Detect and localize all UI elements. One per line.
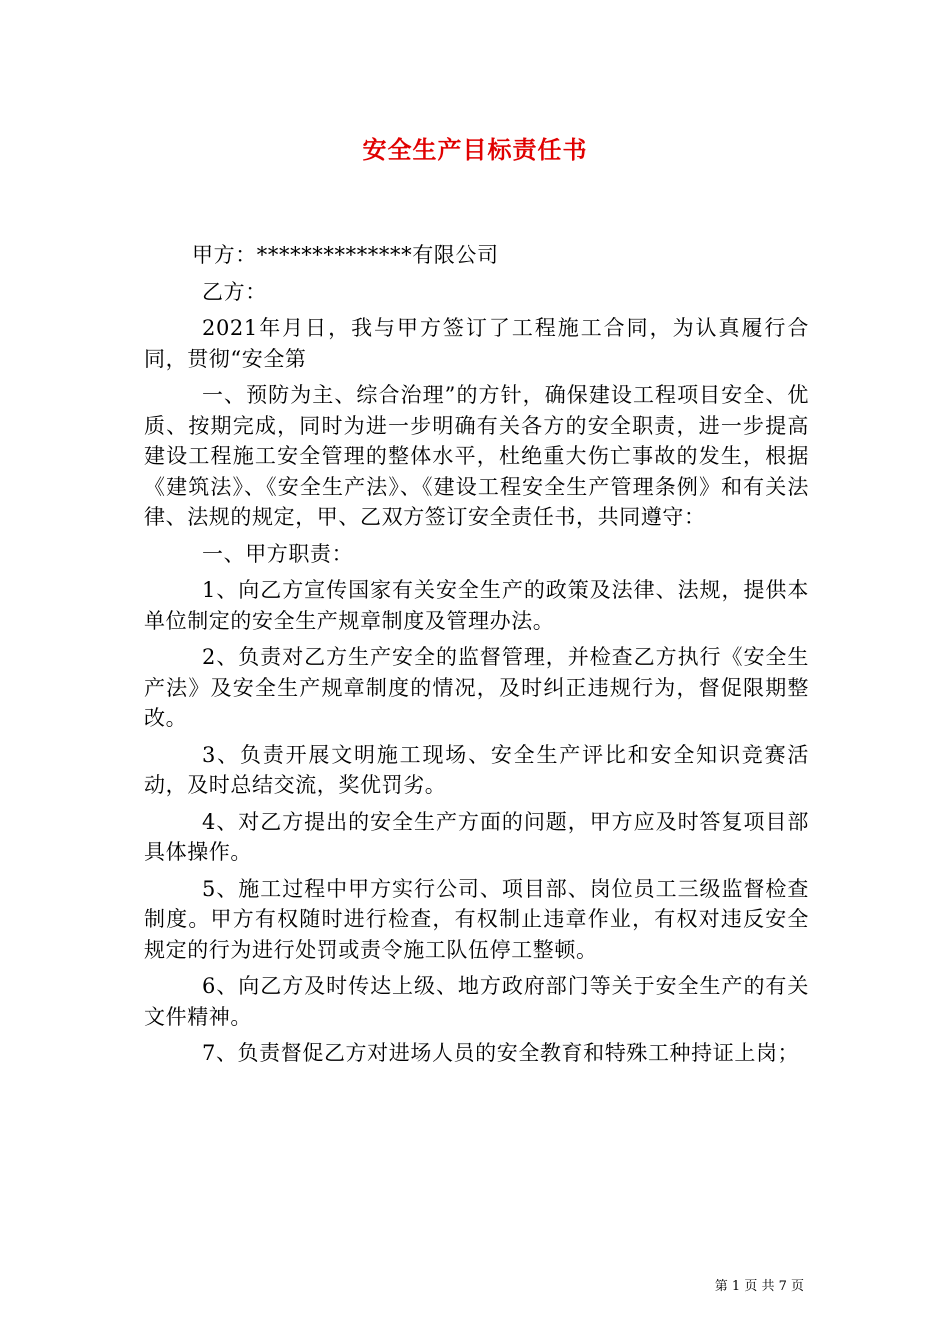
- party-a-line: 甲方：**************有限公司: [192, 243, 499, 267]
- duty-item-7: 7、负责督促乙方对进场人员的安全教育和特殊工种持证上岗；: [202, 1041, 800, 1065]
- party-b-line: 乙方：: [202, 279, 267, 304]
- duty-item-4: 4、对乙方提出的安全生产方面的问题，甲方应及时答复项目部具体操作。: [144, 809, 809, 864]
- page-number: 第 1 页 共 7 页: [714, 1279, 804, 1294]
- document-title: 安全生产目标责任书: [362, 135, 588, 164]
- intro-paragraph: 2021年月日，我与甲方签订了工程施工合同，为认真履行合同，贯彻“安全第: [144, 316, 809, 371]
- duty-item-2: 2、负责对乙方生产安全的监督管理，并检查乙方执行《安全生产法》及安全生产规章制度的情况，及时纠正违规行为，督促限期整改。: [144, 645, 809, 730]
- duty-item-3: 3、负责开展文明施工现场、安全生产评比和安全知识竞赛活动，及时总结交流，奖优罚劣。: [144, 742, 809, 797]
- duty-item-5: 5、施工过程中甲方实行公司、项目部、岗位员工三级监督检查制度。甲方有权随时进行检查，有权制止违章作业，有权对违反安全规定的行为进行处罚或责令施工队伍停工整顿。: [144, 876, 809, 962]
- section-heading: 一、甲方职责：: [202, 541, 354, 566]
- duty-item-6: 6、向乙方及时传达上级、地方政府部门等关于安全生产的有关文件精神。: [144, 974, 809, 1029]
- document-body: [144, 240, 809, 1075]
- principle-paragraph: 一、预防为主、综合治理”的方针，确保建设工程项目安全、优质、按期完成，同时为进一步明确有关各方的安全职责，进一步提高建设工程施工安全管理的整体水平，杜绝重大伤亡事故的发生，根据《建筑法》、《安全生产法》、《建设工程安全生产管理条例》和有关法律、法规的规定，甲、乙双方签订安全责任书，共同遵守：: [144, 383, 809, 529]
- duty-item-1: 1、向乙方宣传国家有关安全生产的政策及法律、法规，提供本单位制定的安全生产规章制度及管理办法。: [144, 578, 809, 633]
